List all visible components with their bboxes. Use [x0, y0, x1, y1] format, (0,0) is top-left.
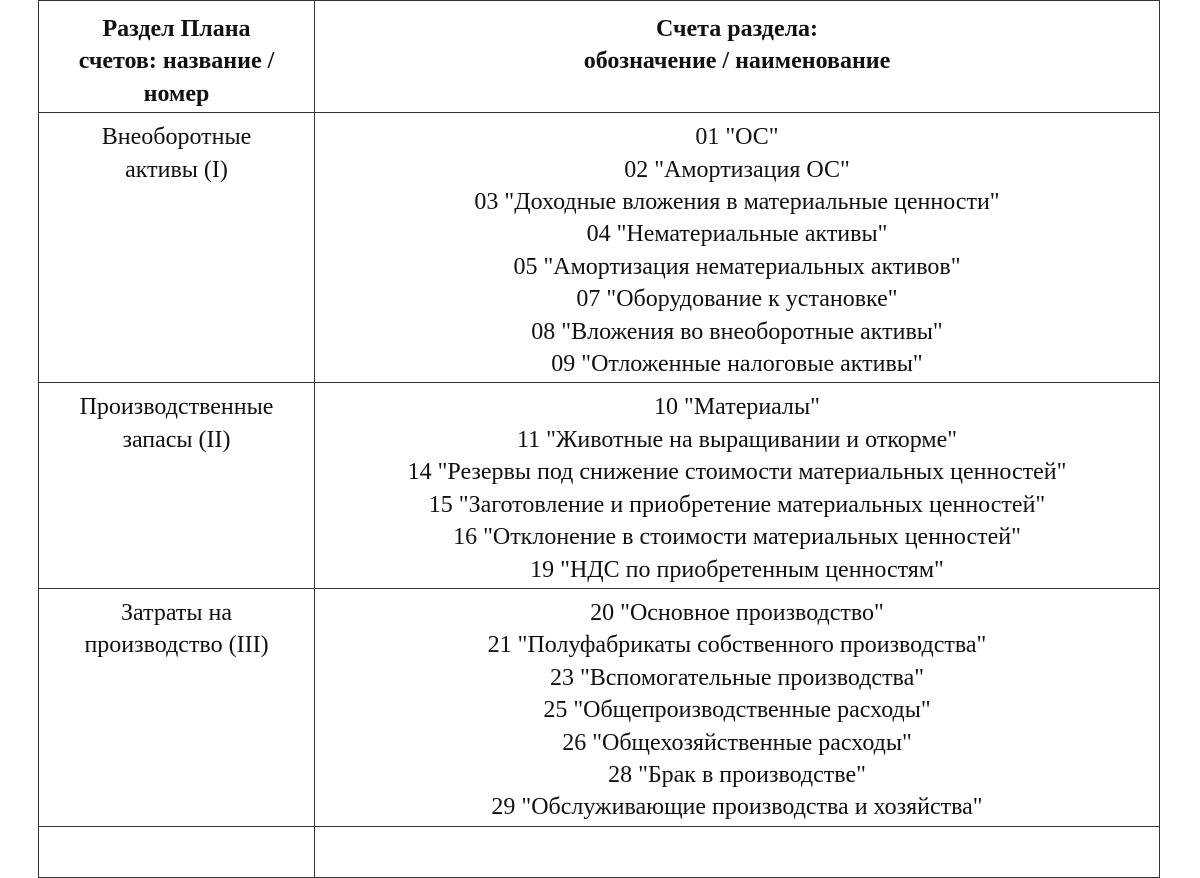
accounts-cell [315, 383, 1160, 588]
account-item: 10 "Материалы" [654, 394, 820, 421]
account-item: 09 "Отложенные налоговые активы" [551, 351, 923, 378]
section-cell [39, 113, 315, 383]
section-cell [39, 588, 315, 826]
account-item: 28 "Брак в производстве" [608, 761, 866, 788]
chart-of-accounts-table [38, 0, 1160, 878]
section-name: запасы (II) [122, 426, 231, 453]
table-header-row [39, 1, 1160, 113]
header-text: номер [143, 80, 210, 107]
account-item: 03 "Доходные вложения в материальные ценности" [474, 189, 1000, 216]
table-row [39, 113, 1160, 383]
section-name: Производственные [79, 394, 274, 421]
account-item: 05 "Амортизация нематериальных активов" [513, 253, 961, 280]
section-cell-empty [39, 826, 315, 877]
account-item: 21 "Полуфабрикаты собственного производства" [487, 632, 987, 659]
account-item: 01 "ОС" [695, 124, 779, 151]
table-row [39, 588, 1160, 826]
header-text: Раздел Плана [102, 16, 251, 42]
account-item: 04 "Нематериальные активы" [586, 221, 888, 248]
account-item: 26 "Общехозяйственные расходы" [562, 729, 912, 756]
account-item: 25 "Общепроизводственные расходы" [543, 697, 931, 724]
account-item: 14 "Резервы под снижение стоимости материальных ценностей" [407, 459, 1067, 486]
accounts-cell-empty [315, 826, 1160, 877]
section-name: активы (I) [125, 156, 228, 183]
account-item: 16 "Отклонение в стоимости материальных ценностей" [453, 524, 1021, 551]
account-item: 20 "Основное производство" [590, 599, 884, 626]
header-section-column [39, 1, 315, 113]
accounts-cell [315, 113, 1160, 383]
section-name: производство (III) [84, 632, 269, 659]
account-item: 08 "Вложения во внеоборотные активы" [531, 318, 943, 345]
header-text: счетов: название / [78, 48, 275, 75]
accounts-cell [315, 588, 1160, 826]
section-cell [39, 383, 315, 588]
header-text: Счета раздела: [655, 16, 819, 42]
header-accounts-column [315, 1, 1160, 113]
account-item: 11 "Животные на выращивании и откорме" [516, 426, 958, 453]
account-item: 07 "Оборудование к установке" [576, 286, 898, 313]
account-item: 23 "Вспомогательные производства" [549, 664, 925, 691]
table-row [39, 383, 1160, 588]
section-name: Внеоборотные [101, 124, 252, 151]
table-row-partial [39, 826, 1160, 877]
account-item: 02 "Амортизация ОС" [624, 156, 850, 183]
section-name: Затраты на [121, 599, 232, 626]
account-item: 29 "Обслуживающие производства и хозяйства" [491, 794, 983, 821]
account-item: 19 "НДС по приобретенным ценностям" [530, 556, 944, 583]
header-text: обозначение / наименование [583, 48, 891, 75]
account-item: 15 "Заготовление и приобретение материальных ценностей" [428, 491, 1046, 518]
